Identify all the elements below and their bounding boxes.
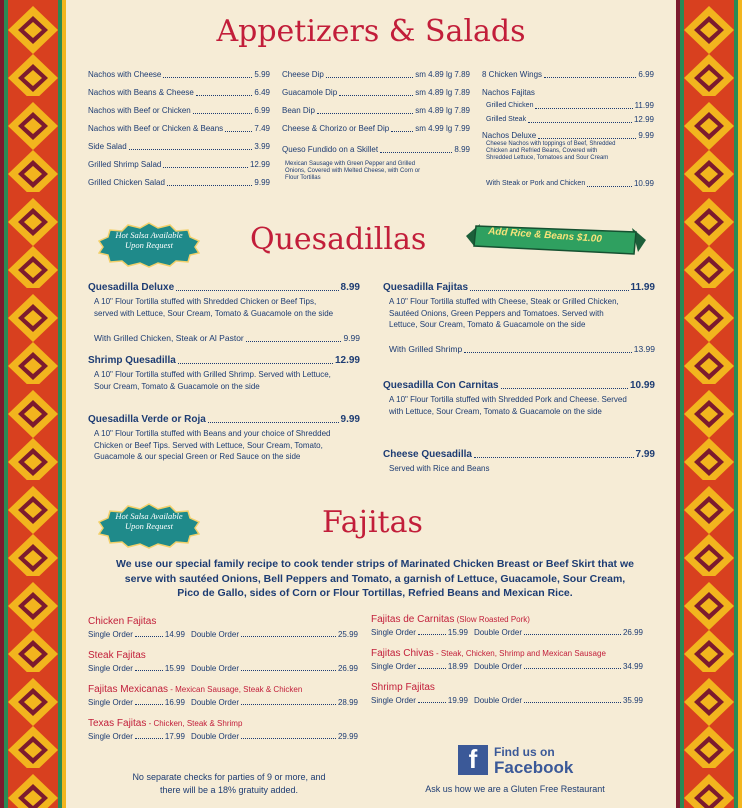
add-rice-beans-text: Add Rice & Beans $1.00 (487, 226, 603, 245)
quesadilla-description: A 10" Flour Tortilla stuffed with Shredded Chicken or Beef Tips, served with Lettuce, Sour Cream, Tomato & Guacamole on the side (94, 297, 334, 318)
single-price: 17.99 (164, 732, 185, 741)
item-name: Cheese Dip (282, 70, 324, 79)
dot-leader (474, 457, 634, 458)
dot-leader (193, 113, 253, 114)
quesadillas-title: Quesadillas (250, 222, 427, 257)
item-name: With Grilled Chicken, Steak or Al Pastor (94, 332, 244, 343)
dot-leader (418, 634, 446, 635)
double-price: 35.99 (622, 696, 643, 705)
fajita-name (371, 648, 606, 659)
dot-leader (339, 95, 413, 96)
item-price: 6.99 (254, 106, 270, 115)
gluten-free-note: Ask us how we are a Gluten Free Restaurant (425, 784, 605, 794)
item-name: Cheese & Chorizo or Beef Dip (282, 124, 390, 133)
item-name: Nachos with Beans & Cheese (88, 88, 194, 97)
nachos-fajitas-label: Nachos Fajitas (482, 88, 535, 97)
double-label: Double Order (190, 698, 239, 707)
item-price: 7.99 (635, 449, 655, 460)
menu-item (88, 160, 270, 170)
dot-leader (135, 636, 163, 637)
dot-leader (135, 704, 163, 705)
item-price: 13.99 (633, 344, 655, 354)
queso-description: Mexican Sausage with Green Pepper and Grilled Onions, Covered with Melted Cheese, with Corn or Flour Tortillas (285, 161, 421, 181)
dot-leader (135, 670, 163, 671)
single-label: Single Order (371, 696, 416, 705)
item-price: 8.99 (454, 145, 470, 154)
fajita-prices (88, 732, 358, 741)
facebook-icon: f (458, 745, 488, 775)
menu-item (88, 178, 270, 188)
item-price: 7.49 (254, 124, 270, 133)
dot-leader (524, 634, 621, 635)
item-price: 10.99 (629, 380, 655, 391)
facebook-line1: Find us on (494, 745, 555, 759)
fajita-title: Shrimp Fajitas (371, 682, 435, 693)
dot-leader (326, 77, 413, 78)
fajita-name (371, 682, 435, 693)
fajita-name (371, 614, 530, 625)
item-name: Grilled Chicken Salad (88, 178, 165, 187)
fajita-title: Chicken Fajitas (88, 616, 157, 627)
quesadilla-item (383, 448, 655, 461)
item-price: 3.99 (254, 142, 270, 151)
item-price: sm 4.99 lg 7.99 (415, 124, 470, 133)
dot-leader (129, 149, 253, 150)
menu-item (282, 124, 470, 134)
dot-leader (317, 113, 413, 114)
dot-leader (163, 167, 248, 168)
quesadilla-item (88, 281, 360, 294)
fajita-title: Texas Fajitas (88, 718, 147, 729)
item-price: 6.49 (254, 88, 270, 97)
menu-item (282, 145, 470, 155)
dot-leader (167, 185, 252, 186)
item-price: 12.99 (334, 355, 360, 366)
single-label: Single Order (371, 628, 416, 637)
fajita-prices (371, 662, 643, 671)
dot-leader (163, 77, 252, 78)
menu-item (88, 70, 270, 80)
dot-leader (241, 704, 336, 705)
item-name: Nachos with Beef or Chicken (88, 106, 191, 115)
dot-leader (391, 131, 413, 132)
menu-item-nachos-fajitas-chicken: Grilled Chicken 11.99 (486, 101, 654, 110)
item-price: sm 4.89 lg 7.89 (415, 88, 470, 97)
fajita-note: - Chicken, Steak & Shrimp (146, 719, 243, 728)
double-label: Double Order (473, 662, 522, 671)
facebook-link[interactable] (458, 744, 573, 776)
menu-item (88, 142, 270, 152)
menu-item-nachos-fajitas-steak: Grilled Steak 12.99 (486, 115, 654, 124)
left-aztec-border (0, 0, 66, 808)
menu-item-nachos-deluxe-steak: With Steak or Pork and Chicken 10.99 (486, 179, 654, 188)
fajita-prices (88, 630, 358, 639)
single-price: 16.99 (164, 698, 185, 707)
item-name: Bean Dip (282, 106, 315, 115)
fajita-name (88, 650, 146, 661)
dot-leader (241, 636, 336, 637)
quesadilla-item (383, 379, 655, 392)
double-label: Double Order (190, 732, 239, 741)
fajita-title: Steak Fajitas (88, 650, 146, 661)
quesadilla-description: A 10" Flour Tortilla stuffed with Beans and your choice of Shredded Chicken or Beef Tips. Served with Lettuce, Sour Cream, Tomato, Guacamole & our special Green or Red Sauce on the side (94, 429, 331, 461)
fajita-name (88, 718, 242, 729)
dot-leader (246, 341, 342, 342)
dot-leader (196, 95, 253, 96)
dot-leader (524, 668, 621, 669)
menu-item (88, 106, 270, 116)
hot-salsa-text-2: Hot Salsa Available Upon Request (115, 511, 183, 531)
fajita-title: Fajitas Mexicanas (88, 684, 169, 695)
item-name: Quesadilla Fajitas (383, 282, 469, 293)
single-price: 14.99 (164, 630, 185, 639)
fajita-prices (371, 628, 643, 637)
item-price: sm 4.89 lg 7.89 (415, 70, 470, 79)
fajita-note: (Slow Roasted Pork) (454, 615, 530, 624)
item-name: Cheese Quesadilla (383, 449, 472, 460)
quesadilla-description: A 10" Flour Tortilla stuffed with Shredded Pork and Cheese. Served with Lettuce, Sour Cream, Tomato & Guacamole on the side (389, 395, 627, 416)
double-price: 26.99 (622, 628, 643, 637)
double-label: Double Order (473, 696, 522, 705)
item-name: Shrimp Quesadilla (88, 355, 176, 366)
item-price: 9.99 (254, 178, 270, 187)
item-name: Quesadilla Deluxe (88, 282, 175, 293)
quesadilla-description: A 10" Flour Tortilla stuffed with Grilled Shrimp. Served with Lettuce, Sour Cream, Tomato & Guacamole on the side (94, 370, 331, 391)
item-name: Guacamole Dip (282, 88, 338, 97)
quesadilla-item (88, 354, 360, 367)
menu-item-nachos-deluxe: Nachos Deluxe 9.99 (482, 131, 654, 140)
dot-leader (501, 388, 628, 389)
single-label: Single Order (88, 630, 133, 639)
single-label: Single Order (371, 662, 416, 671)
item-price: 8.99 (340, 282, 360, 293)
double-price: 26.99 (337, 664, 358, 673)
dot-leader (418, 702, 446, 703)
single-price: 18.99 (447, 662, 468, 671)
nachos-deluxe-description: Cheese Nachos with toppings of Beef, Shredded Chicken and Refried Beans, Covered with Shredded Lettuce, Tomatoes and Sour Cream (486, 141, 616, 161)
fajita-name (88, 684, 302, 695)
fajita-name (88, 616, 156, 627)
item-name: Quesadilla Verde or Roja (88, 414, 206, 425)
menu-item (282, 88, 470, 98)
double-price: 34.99 (622, 662, 643, 671)
double-label: Double Order (190, 630, 239, 639)
single-label: Single Order (88, 698, 133, 707)
separate-checks-note: No separate checks for parties of 9 or more, and there will be a 18% gratuity added. (132, 772, 326, 795)
fajita-prices (88, 698, 358, 707)
fajita-title: Fajitas Chivas (371, 648, 434, 659)
quesadilla-item (383, 281, 655, 294)
double-price: 28.99 (337, 698, 358, 707)
menu-item-chicken-wings: 8 Chicken Wings 6.99 (482, 70, 654, 79)
single-price: 15.99 (164, 664, 185, 673)
dot-leader (225, 131, 252, 132)
item-price: 9.99 (343, 332, 360, 343)
item-name: Side Salad (88, 142, 127, 151)
menu-item (282, 70, 470, 80)
menu-item (88, 88, 270, 98)
item-price: sm 4.89 lg 7.89 (415, 106, 470, 115)
fajita-prices (371, 696, 643, 705)
menu-item (282, 106, 470, 116)
fajita-prices (88, 664, 358, 673)
double-label: Double Order (473, 628, 522, 637)
single-price: 15.99 (447, 628, 468, 637)
fajitas-title: Fajitas (322, 505, 423, 540)
dot-leader (241, 670, 336, 671)
item-name: Queso Fundido on a Skillet (282, 145, 379, 154)
item-price: 9.99 (340, 414, 360, 425)
dot-leader (418, 668, 446, 669)
fajita-title: Fajitas de Carnitas (371, 614, 455, 625)
item-name: With Grilled Shrimp (389, 344, 463, 354)
hot-salsa-badge (98, 222, 200, 268)
item-price: 11.99 (630, 282, 655, 293)
fajitas-intro: We use our special family recipe to cook tender strips of Marinated Chicken Breast or Beef Skirt that we serve with sautéed Onions, Bell Peppers and Tomato, a garnish of Lettuce, Guacamole, Sour Cream, Pico de Gallo, sides of Corn or Flour Tortillas, Refried Beans and Mexican Rice. (116, 558, 634, 599)
dot-leader (380, 152, 452, 153)
quesadilla-extra (389, 344, 655, 355)
dot-leader (135, 738, 163, 739)
double-label: Double Order (190, 664, 239, 673)
double-price: 25.99 (337, 630, 358, 639)
dot-leader (208, 422, 339, 423)
hot-salsa-badge-2 (98, 503, 200, 549)
single-label: Single Order (88, 664, 133, 673)
right-aztec-border (676, 0, 742, 808)
double-price: 29.99 (337, 732, 358, 741)
item-name: Quesadilla Con Carnitas (383, 380, 499, 391)
item-price: 12.99 (249, 160, 270, 169)
fajita-note: - Steak, Chicken, Shrimp and Mexican Sausage (433, 649, 606, 658)
dot-leader (470, 290, 628, 291)
quesadilla-description: Served with Rice and Beans (389, 464, 490, 473)
item-name: Nachos with Cheese (88, 70, 162, 79)
appetizers-title: Appetizers & Salads (216, 14, 526, 49)
hot-salsa-text: Hot Salsa Available Upon Request (115, 230, 183, 250)
fajita-note: - Mexican Sausage, Steak & Chicken (168, 685, 303, 694)
item-price: 5.99 (254, 70, 270, 79)
dot-leader (464, 352, 632, 353)
facebook-line2: Facebook (494, 758, 574, 777)
dot-leader (241, 738, 336, 739)
quesadilla-extra (94, 333, 360, 344)
quesadilla-item (88, 413, 360, 426)
single-price: 19.99 (447, 696, 468, 705)
quesadilla-description: A 10" Flour Tortilla stuffed with Cheese, Steak or Grilled Chicken, Sautéed Onions, Green Peppers and Tomatoes. Served with Lettuce, Sour Cream, Tomato & Guacamole on the side (389, 297, 619, 329)
menu-item (88, 124, 270, 134)
dot-leader (176, 290, 338, 291)
single-label: Single Order (88, 732, 133, 741)
dot-leader (178, 363, 333, 364)
item-name: Nachos with Beef or Chicken & Beans (88, 124, 224, 133)
item-name: Grilled Shrimp Salad (88, 160, 162, 169)
dot-leader (524, 702, 621, 703)
